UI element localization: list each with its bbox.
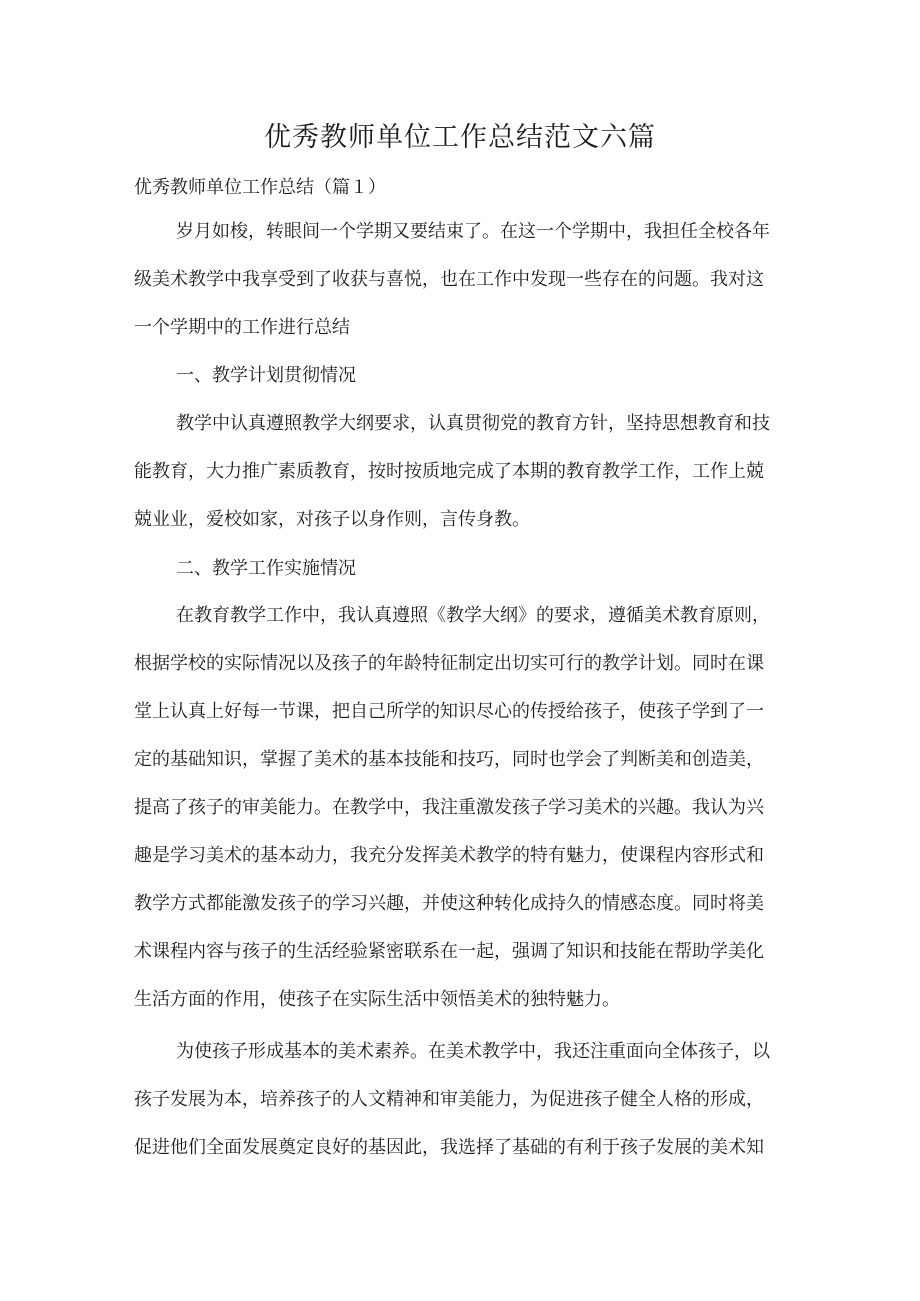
paragraph-2	[134, 400, 789, 544]
paragraph-line: 术课程内容与孩子的生活经验紧密联系在一起，强调了知识和技能在帮助学美化	[134, 941, 764, 962]
paragraph-line: 一个学期中的工作进行总结	[134, 317, 350, 338]
subheading-teaching-plan: 一、教学计划贯彻情况	[176, 365, 356, 386]
paragraph-line: 兢业业，爱校如家，对孩子以身作则，言传身教。	[134, 509, 530, 530]
paragraph-line: 定的基础知识，掌握了美术的基本技能和技巧，同时也学会了判断美和创造美，	[134, 749, 764, 770]
paragraph-1	[134, 208, 789, 352]
paragraph-line: 为使孩子形成基本的美术素养。在美术教学中，我还注重面向全体孩子，以	[176, 1041, 770, 1062]
paragraph-line: 提高了孩子的审美能力。在教学中，我注重激发孩子学习美术的兴趣。我认为兴	[134, 797, 764, 818]
paragraph-line: 促进他们全面发展奠定良好的基因此，我选择了基础的有利于孩子发展的美术知	[134, 1137, 764, 1158]
subheading-implementation: 二、教学工作实施情况	[176, 558, 356, 579]
section-heading: 优秀教师单位工作总结（篇１）	[134, 177, 386, 198]
paragraph-3	[134, 592, 789, 1024]
paragraph-line: 孩子发展为本，培养孩子的人文精神和审美能力，为促进孩子健全人格的形成，	[134, 1089, 764, 1110]
paragraph-line: 教学中认真遵照教学大纲要求，认真贯彻党的教育方针，坚持思想教育和技	[176, 413, 770, 434]
paragraph-line: 根据学校的实际情况以及孩子的年龄特征制定出切实可行的教学计划。同时在课	[134, 653, 764, 674]
paragraph-line: 教学方式都能激发孩子的学习兴趣，并使这种转化成持久的情感态度。同时将美	[134, 893, 764, 914]
paragraph-line: 级美术教学中我享受到了收获与喜悦，也在工作中发现一些存在的问题。我对这	[134, 269, 764, 290]
paragraph-4	[134, 1028, 789, 1172]
paragraph-line: 生活方面的作用，使孩子在实际生活中领悟美术的独特魅力。	[134, 989, 620, 1010]
document-title: 优秀教师单位工作总结范文六篇	[264, 122, 656, 153]
paragraph-line: 岁月如梭，转眼间一个学期又要结束了。在这一个学期中，我担任全校各年	[176, 221, 770, 242]
paragraph-line: 在教育教学工作中，我认真遵照《教学大纲》的要求，遵循美术教育原则，	[176, 605, 770, 626]
paragraph-line: 趣是学习美术的基本动力，我充分发挥美术教学的特有魅力，使课程内容形式和	[134, 845, 764, 866]
paragraph-line: 堂上认真上好每一节课，把自己所学的知识尽心的传授给孩子，使孩子学到了一	[134, 701, 764, 722]
paragraph-line: 能教育，大力推广素质教育，按时按质地完成了本期的教育教学工作，工作上兢	[134, 461, 764, 482]
